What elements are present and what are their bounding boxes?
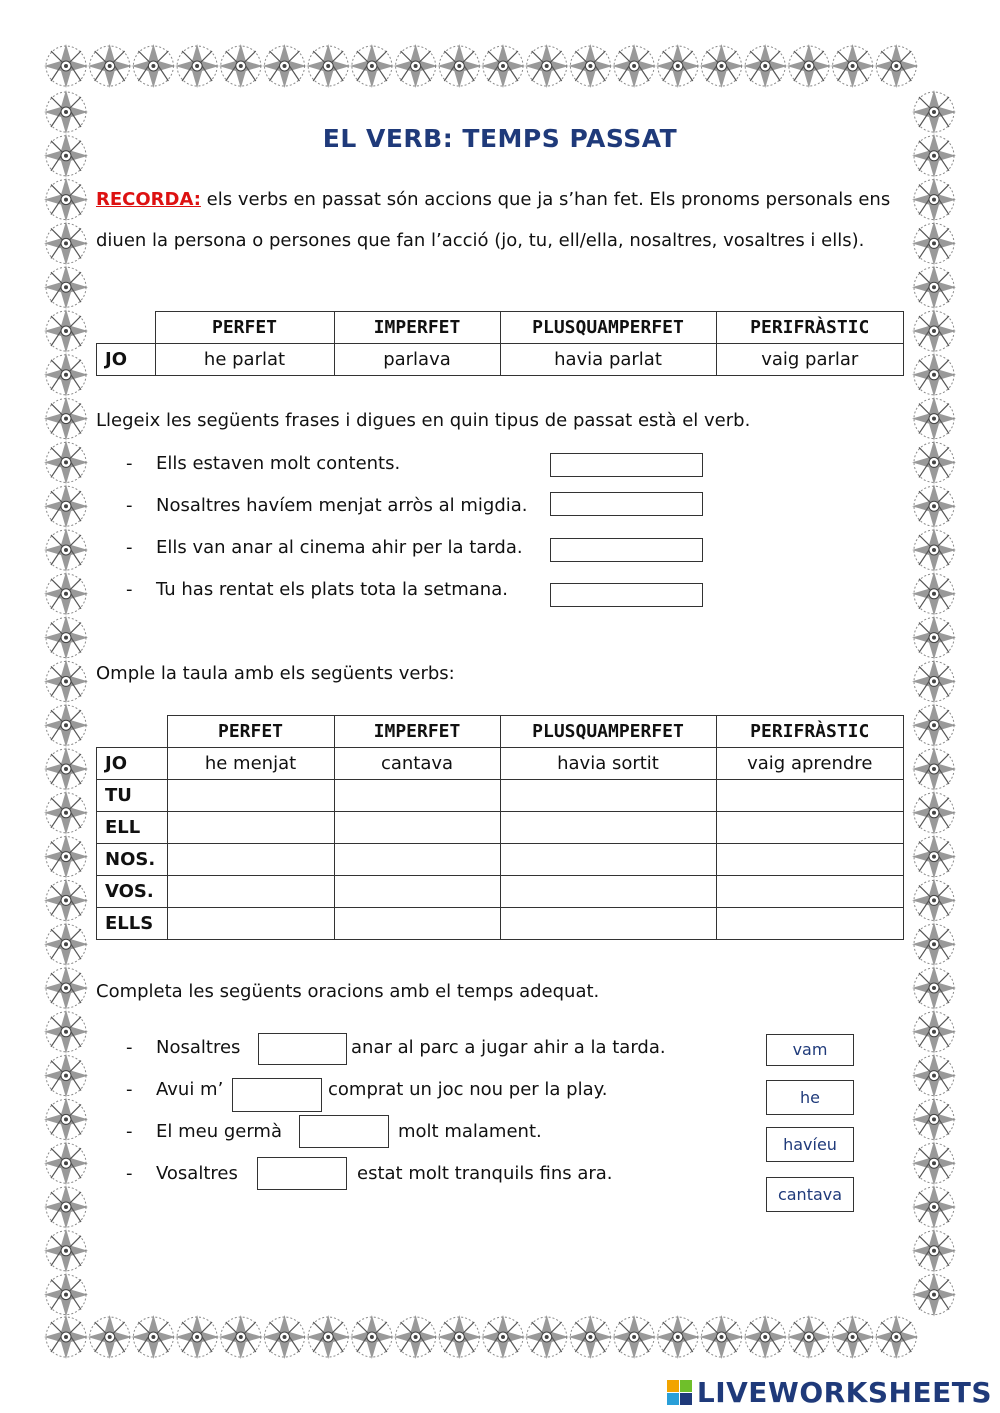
header-perfet: PERFET (155, 312, 334, 344)
table-cell-input[interactable] (716, 844, 904, 876)
flower-ornament-icon (568, 1315, 612, 1359)
flower-ornament-icon (44, 265, 88, 309)
drop-box[interactable] (299, 1115, 389, 1148)
drop-box[interactable] (232, 1078, 322, 1112)
flower-ornament-icon (912, 1054, 956, 1098)
answer-box[interactable] (550, 583, 703, 607)
header-perfet: PERFET (167, 716, 334, 748)
row-label: JO (97, 344, 156, 376)
list-dash: - (126, 1037, 133, 1058)
flower-ornament-icon (525, 44, 569, 88)
recorda-text-line2: diuen la persona o persones que fan l’acció (jo, tu, ell/ella, nosaltres, vosaltres i ells). (96, 230, 865, 251)
page-title: EL VERB: TEMPS PASSAT (322, 124, 678, 153)
liveworksheets-logo-icon (667, 1380, 693, 1406)
table-cell-input[interactable] (500, 844, 716, 876)
table-cell: he menjat (167, 748, 334, 780)
flower-ornament-icon (831, 44, 875, 88)
table-cell-input[interactable] (500, 780, 716, 812)
table-cell-input[interactable] (167, 812, 334, 844)
table-cell-input[interactable] (334, 844, 500, 876)
flower-ornament-icon (306, 1315, 350, 1359)
sentence-start: El meu germà (156, 1121, 282, 1142)
sentence-end: estat molt tranquils fins ara. (357, 1163, 613, 1184)
flower-ornament-icon (481, 44, 525, 88)
table-cell: vaig parlar (716, 344, 904, 376)
flower-ornament-icon (44, 791, 88, 835)
header-plusquamperfet: PLUSQUAMPERFET (500, 312, 716, 344)
table-cell: parlava (334, 344, 500, 376)
sentence-start: Nosaltres (156, 1037, 241, 1058)
flower-ornament-icon (44, 1229, 88, 1273)
flower-ornament-icon (219, 1315, 263, 1359)
flower-ornament-icon (44, 1315, 88, 1359)
flower-ornament-icon (612, 1315, 656, 1359)
flower-ornament-icon (912, 1010, 956, 1054)
flower-ornament-icon (263, 44, 307, 88)
flower-ornament-icon (437, 44, 481, 88)
table-cell-input[interactable] (167, 908, 334, 940)
example-verb-table (96, 311, 904, 376)
flower-ornament-icon (44, 1097, 88, 1141)
flower-ornament-icon (88, 44, 132, 88)
row-label: TU (97, 780, 168, 812)
flower-ornament-icon (912, 616, 956, 660)
fill-verb-table (96, 715, 904, 940)
flower-ornament-icon (44, 528, 88, 572)
flower-ornament-icon (912, 221, 956, 265)
flower-ornament-icon (175, 44, 219, 88)
flower-ornament-icon (437, 1315, 481, 1359)
flower-ornament-icon (219, 44, 263, 88)
flower-ornament-icon (912, 484, 956, 528)
flower-ornament-icon (831, 1315, 875, 1359)
sentence-start: Avui m’ (156, 1079, 224, 1100)
word-havieu[interactable]: havíeu (766, 1127, 854, 1162)
list-dash: - (126, 1121, 133, 1142)
flower-ornament-icon (44, 659, 88, 703)
flower-ornament-icon (912, 265, 956, 309)
table-cell-input[interactable] (500, 812, 716, 844)
flower-ornament-icon (131, 1315, 175, 1359)
list-dash: - (126, 1163, 133, 1184)
flower-ornament-icon (44, 440, 88, 484)
flower-ornament-icon (394, 44, 438, 88)
flower-ornament-icon (44, 353, 88, 397)
flower-ornament-icon (912, 1273, 956, 1317)
flower-ornament-icon (656, 44, 700, 88)
word-cantava[interactable]: cantava (766, 1177, 854, 1212)
flower-ornament-icon (743, 1315, 787, 1359)
table-cell: vaig aprendre (716, 748, 904, 780)
flower-ornament-icon (912, 747, 956, 791)
answer-box[interactable] (550, 538, 703, 562)
row-label: VOS. (97, 876, 168, 908)
flower-ornament-icon (306, 44, 350, 88)
flower-ornament-icon (912, 309, 956, 353)
flower-ornament-icon (912, 703, 956, 747)
answer-box[interactable] (550, 453, 703, 477)
table-cell-input[interactable] (500, 876, 716, 908)
flower-ornament-icon (912, 659, 956, 703)
flower-ornament-icon (656, 1315, 700, 1359)
row-label: ELL (97, 812, 168, 844)
flower-ornament-icon (912, 1141, 956, 1185)
flower-ornament-icon (44, 835, 88, 879)
word-he[interactable]: he (766, 1080, 854, 1115)
flower-ornament-icon (131, 44, 175, 88)
recorda-paragraph (96, 179, 916, 261)
flower-ornament-icon (912, 1229, 956, 1273)
flower-ornament-icon (263, 1315, 307, 1359)
exercise3-instruction: Completa les següents oracions amb el temps adequat. (96, 981, 600, 1002)
flower-ornament-icon (912, 572, 956, 616)
flower-ornament-icon (88, 1315, 132, 1359)
flower-ornament-icon (350, 1315, 394, 1359)
flower-ornament-icon (912, 353, 956, 397)
flower-ornament-icon (912, 397, 956, 441)
word-vam[interactable]: vam (766, 1034, 854, 1066)
header-imperfet: IMPERFET (334, 312, 500, 344)
flower-ornament-icon (700, 1315, 744, 1359)
table-cell-input[interactable] (334, 780, 500, 812)
flower-ornament-icon (874, 44, 918, 88)
flower-ornament-icon (44, 1010, 88, 1054)
exercise2-instruction: Omple la taula amb els següents verbs: (96, 663, 455, 684)
flower-ornament-icon (612, 44, 656, 88)
table-cell-input[interactable] (167, 844, 334, 876)
sentence-end: comprat un joc nou per la play. (328, 1079, 608, 1100)
flower-ornament-icon (44, 747, 88, 791)
flower-ornament-icon (44, 221, 88, 265)
flower-ornament-icon (912, 791, 956, 835)
flower-ornament-icon (700, 44, 744, 88)
flower-ornament-icon (787, 1315, 831, 1359)
flower-ornament-icon (44, 1141, 88, 1185)
flower-ornament-icon (912, 1097, 956, 1141)
flower-ornament-icon (44, 484, 88, 528)
flower-ornament-icon (44, 1054, 88, 1098)
flower-ornament-icon (912, 178, 956, 222)
list-dash: - (126, 1079, 133, 1100)
flower-ornament-icon (44, 878, 88, 922)
flower-ornament-icon (912, 528, 956, 572)
flower-ornament-icon (912, 922, 956, 966)
table-cell: havia sortit (500, 748, 716, 780)
flower-ornament-icon (874, 1315, 918, 1359)
flower-ornament-icon (394, 1315, 438, 1359)
flower-ornament-icon (912, 1185, 956, 1229)
sentence-start: Vosaltres (156, 1163, 238, 1184)
table-cell: he parlat (155, 344, 334, 376)
list-dash: - (126, 495, 133, 516)
list-dash: - (126, 537, 133, 558)
flower-ornament-icon (481, 1315, 525, 1359)
flower-ornament-icon (912, 835, 956, 879)
header-plusquamperfet: PLUSQUAMPERFET (500, 716, 716, 748)
table-cell-input[interactable] (500, 908, 716, 940)
flower-ornament-icon (44, 922, 88, 966)
flower-ornament-icon (175, 1315, 219, 1359)
brand-text: LIVEWORKSHEETS (696, 1376, 992, 1409)
table-cell: havia parlat (500, 344, 716, 376)
flower-ornament-icon (912, 878, 956, 922)
flower-ornament-icon (44, 1185, 88, 1229)
flower-ornament-icon (44, 397, 88, 441)
table-cell-input[interactable] (334, 908, 500, 940)
flower-ornament-icon (44, 309, 88, 353)
row-label: NOS. (97, 844, 168, 876)
table-cell-input[interactable] (716, 908, 904, 940)
recorda-text-line1: els verbs en passat són accions que ja s’han fet. Els pronoms personals ens (200, 189, 891, 210)
flower-ornament-icon (44, 44, 88, 88)
table-cell-input[interactable] (334, 812, 500, 844)
exercise1-item: Tu has rentat els plats tota la setmana. (156, 579, 508, 600)
flower-ornament-icon (525, 1315, 569, 1359)
flower-ornament-icon (44, 572, 88, 616)
exercise1-item: Nosaltres havíem menjat arròs al migdia. (156, 495, 528, 516)
exercise1-item: Ells estaven molt contents. (156, 453, 401, 474)
flower-ornament-icon (44, 178, 88, 222)
row-label: ELLS (97, 908, 168, 940)
table-cell: cantava (334, 748, 500, 780)
table-cell-input[interactable] (167, 876, 334, 908)
table-cell-input[interactable] (716, 812, 904, 844)
sentence-end: molt malament. (398, 1121, 542, 1142)
flower-ornament-icon (350, 44, 394, 88)
answer-box[interactable] (550, 492, 703, 516)
flower-ornament-icon (44, 703, 88, 747)
list-dash: - (126, 579, 133, 600)
header-perifrastic: PERIFRÀSTIC (716, 312, 904, 344)
table-cell-input[interactable] (167, 780, 334, 812)
liveworksheets-brand (667, 1376, 992, 1409)
table-cell-input[interactable] (716, 780, 904, 812)
flower-ornament-icon (912, 966, 956, 1010)
flower-ornament-icon (912, 440, 956, 484)
row-label: JO (97, 748, 168, 780)
recorda-label: RECORDA: (96, 189, 201, 210)
table-cell-input[interactable] (716, 876, 904, 908)
drop-box[interactable] (258, 1033, 347, 1065)
flower-ornament-icon (787, 44, 831, 88)
flower-ornament-icon (743, 44, 787, 88)
table-cell-input[interactable] (334, 876, 500, 908)
header-imperfet: IMPERFET (334, 716, 500, 748)
flower-ornament-icon (44, 966, 88, 1010)
flower-ornament-icon (568, 44, 612, 88)
exercise1-instruction: Llegeix les següents frases i digues en quin tipus de passat està el verb. (96, 410, 751, 431)
flower-ornament-icon (44, 1273, 88, 1317)
list-dash: - (126, 453, 133, 474)
exercise1-item: Ells van anar al cinema ahir per la tarda. (156, 537, 523, 558)
flower-ornament-icon (44, 616, 88, 660)
sentence-end: anar al parc a jugar ahir a la tarda. (351, 1037, 666, 1058)
drop-box[interactable] (257, 1157, 347, 1190)
header-perifrastic: PERIFRÀSTIC (716, 716, 904, 748)
